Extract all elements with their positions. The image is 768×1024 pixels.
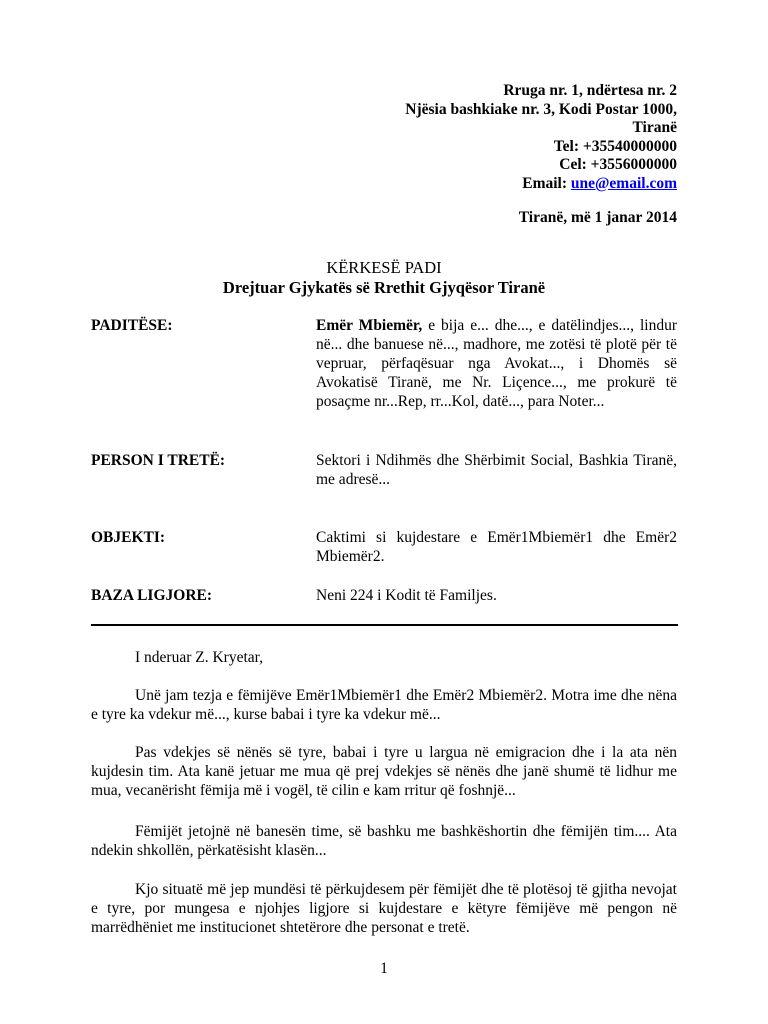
sender-tel: Tel: +35540000000 [553,137,677,155]
email-label: Email: [522,174,571,192]
label-objekti: OBJEKTI: [91,529,166,546]
document-date: Tiranë, më 1 janar 2014 [518,209,677,226]
paditese-name: Emër Mbiemër, [316,317,423,334]
salutation: I nderuar Z. Kryetar, [135,649,264,666]
value-paditese [316,316,677,411]
body-paragraph: Kjo situatë më jep mundësi të përkujdesem për fëmijët dhe të plotësoj të gjitha nevojat e tyre, por mungesa e njohjes ligjore si kujdestare e këtyre fëmijëve më pengon në marrëdhëniet me institucionet shtetërore dhe personat e tretë. [91,881,677,936]
body-paragraph: Pas vdekjes së nënës së tyre, babai i tyre u largua në emigracion dhe i la ata nën kujdesin tim. Ata kanë jetuar me mua që prej vdekjes së nënës dhe janë shumë të lidhur me mua, vecanërisht fëmija më i vogël, të cilin e kam rritur që foshnjë... [91,744,677,799]
page-number: 1 [380,960,388,977]
sender-email-row [405,175,677,194]
paditese-details: e bija e... dhe..., e datëlindjes..., lindur në... dhe banuese në..., madhore, me zotësi të plotë për të vepruar, përfaqësuar nga Avokat..., i Dhomës së Avokatisë Tiranë, me Nr. Liçence..., me prokurë të posaçme nr...Rep, rr...Kol, datë..., para Noter... [316,317,677,410]
document-title: KËRKESË PADI [326,258,442,277]
value-baza-ligjore: Neni 224 i Kodit të Familjes. [316,587,497,604]
address-city: Tiranë [632,119,677,136]
body-paragraph: Fëmijët jetojnë në banesën time, së bashku me bashkëshortin dhe fëmijën tim.... Ata ndekin shkollën, përkatësisht klasën... [91,823,677,859]
horizontal-divider [91,624,678,626]
document-subtitle: Drejtuar Gjykatës së Rrethit Gjyqësor Tiranë [222,278,546,297]
label-person-trete: PERSON I TRETË: [91,452,226,469]
sender-cel: Cel: +3556000000 [559,156,677,173]
email-link[interactable]: une@email.com [570,174,677,192]
label-paditese: PADITËSE: [91,317,173,334]
body-paragraph: Unë jam tezja e fëmijëve Emër1Mbiemër1 dhe Emër2 Mbiemër2. Motra ime dhe nëna e tyre ka vdekur më..., kurse babai i tyre ka vdekur më... [91,687,677,723]
value-objekti: Caktimi si kujdestare e Emër1Mbiemër1 dhe Emër2 Mbiemër2. [316,529,677,565]
address-line-1: Rruga nr. 1, ndërtesa nr. 2 [503,82,677,99]
value-person-trete: Sektori i Ndihmës dhe Shërbimit Social, Bashkia Tiranë, me adresë... [316,452,677,488]
label-baza-ligjore: BAZA LIGJORE: [91,587,213,604]
address-line-2: Njësia bashkiake nr. 3, Kodi Postar 1000, [405,100,677,118]
sender-address-block [405,82,677,193]
